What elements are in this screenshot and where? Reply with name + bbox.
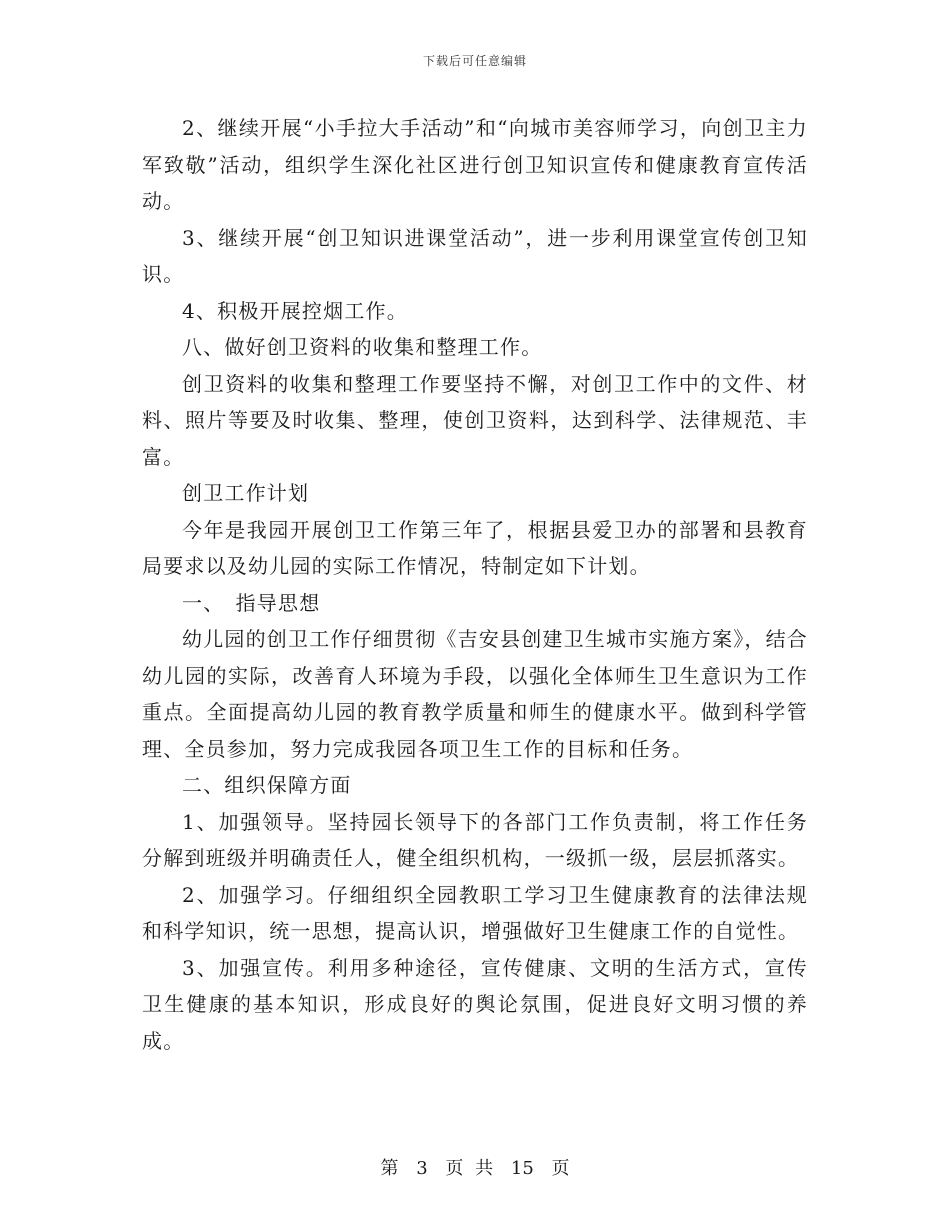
document-body [142, 110, 808, 1059]
footer-suffix: 页 [551, 1158, 570, 1179]
paragraph: 创卫资料的收集和整理工作要坚持不懈，对创卫工作中的文件、材料、照片等要及时收集、整理，使创卫资料，达到科学、法律规范、丰富。 [142, 371, 808, 469]
document-title: 创卫工作计划 [182, 481, 310, 505]
paragraph: 3、继续开展“创卫知识进课堂活动”，进一步利用课堂宣传创卫知识。 [142, 225, 808, 286]
paragraph: 今年是我园开展创卫工作第三年了，根据县爱卫办的部署和县教育局要求以及幼儿园的实际工作情况，特制定如下计划。 [142, 517, 808, 578]
paragraph: 2、加强学习。仔细组织全园教职工学习卫生健康教育的法律法规和科学知识，统一思想，提高认识，增强做好卫生健康工作的自觉性。 [142, 882, 808, 943]
section-heading: 八、做好创卫资料的收集和整理工作。 [182, 335, 543, 359]
paragraph: 幼儿园的创卫工作仔细贯彻《吉安县创建卫生城市实施方案》，结合幼儿园的实际，改善育人环境为手段，以强化全体师生卫生意识为工作重点。全面提高幼儿园的教育教学质量和师生的健康水平。做到科学管理、全员参加，努力完成我园各项卫生工作的目标和任务。 [142, 627, 808, 761]
paragraph: 1、加强领导。坚持园长领导下的各部门工作负责制，将工作任务分解到班级并明确责任人，健全组织机构，一级抓一级，层层抓落实。 [142, 809, 808, 870]
page-footer [0, 1154, 950, 1180]
header-note: 下载后可任意编辑 [422, 54, 527, 68]
total-pages-number: 15 [510, 1158, 534, 1179]
section-heading: 二、组织保障方面 [182, 773, 352, 797]
paragraph: 4、积极开展控烟工作。 [182, 298, 408, 323]
paragraph: 2、继续开展“小手拉大手活动”和“向城市美容师学习，向创卫主力军致敬”活动，组织学生深化社区进行创卫知识宣传和健康教育宣传活动。 [142, 116, 808, 213]
current-page-number: 3 [416, 1158, 428, 1179]
section-heading: 一、 指导思想 [182, 590, 321, 615]
footer-middle: 页 共 [445, 1158, 494, 1179]
paragraph: 3、加强宣传。利用多种途径，宣传健康、文明的生活方式，宣传卫生健康的基本知识，形成良好的舆论氛围，促进良好文明习惯的养成。 [142, 955, 808, 1053]
footer-prefix: 第 [380, 1158, 399, 1179]
